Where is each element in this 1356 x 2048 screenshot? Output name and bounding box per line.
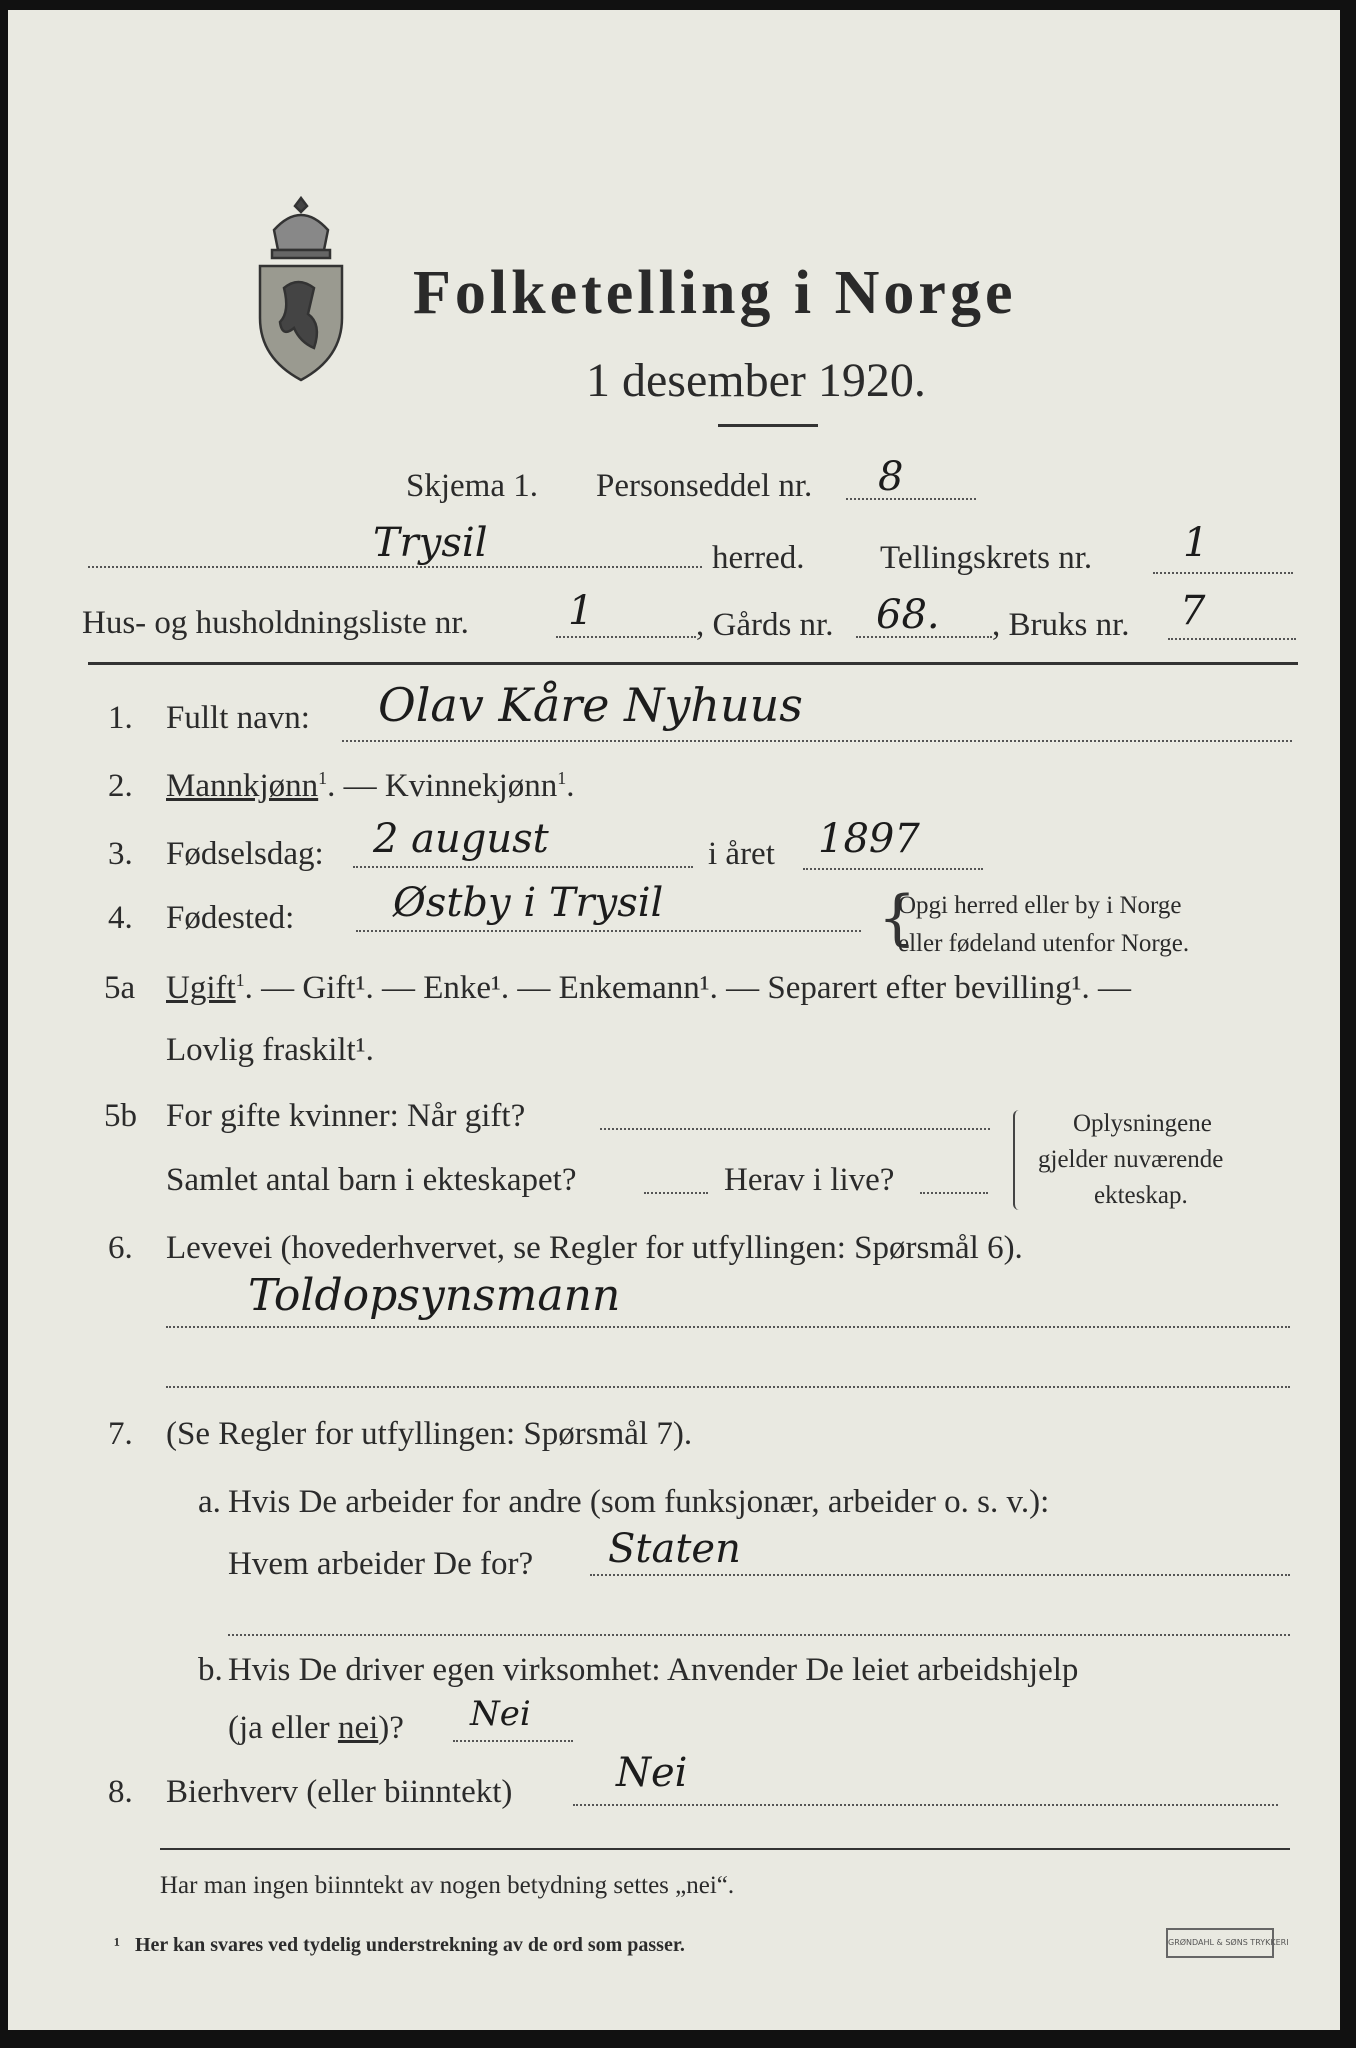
employer-value[interactable]: Staten [608,1526,741,1572]
q4-number: 4. [108,900,133,936]
schema-label: Skjema 1. [406,468,538,504]
q1-number: 1. [108,700,133,736]
q7-label: (Se Regler for utfyllingen: Spørsmål 7). [166,1416,693,1452]
q7a-line-2 [228,1634,1290,1636]
married-when-line[interactable] [600,1128,990,1130]
footer-note: Har man ingen biinntekt av nogen betydning settes „nei“. [160,1872,735,1899]
printer-stamp-text: GRØNDAHL & SØNS TRYKKERI [1168,1938,1289,1947]
q7b-text2-a: (ja eller [228,1710,338,1746]
hired-help-value[interactable]: Nei [470,1694,531,1734]
q5b-children-label: Samlet antal barn i ekteskapet? [166,1162,577,1198]
q3-line [353,866,693,868]
tellingskrets-value[interactable]: 1 [1183,520,1209,566]
no-option[interactable]: nei [337,1710,379,1746]
q2-separator: . — [327,768,385,804]
footnote [114,1934,685,1957]
male-option[interactable]: Mannkjønn [166,768,319,804]
q5b-note-2: gjelder nuværende [1038,1146,1224,1173]
birthplace-value[interactable]: Østby i Trysil [393,880,664,926]
q5b-note-bracket [1013,1110,1025,1210]
q5b-number: 5b [104,1098,137,1134]
q6-line-1 [166,1326,1290,1328]
birth-year-value[interactable]: 1897 [818,816,920,862]
q7b-letter: b. [198,1652,223,1688]
form-subtitle: 1 desember 1920. [586,354,926,407]
q4-note-2: eller fødeland utenfor Norge. [898,930,1190,957]
footnote-mark: ¹ [114,1934,120,1956]
q3-year-label: i året [708,836,775,872]
q4-label: Fødested: [166,900,295,936]
q7b-line [453,1740,573,1742]
q5a-options: Ugift$^1$. — Gift¹. — Enke¹. — Enkemann¹. — Separert efter bevilling¹. — [166,970,1132,1006]
q3-label: Fødselsdag: [166,836,324,872]
unmarried-option[interactable]: Ugift [166,970,236,1006]
q5b-note-3: ekteskap. [1094,1182,1188,1209]
q7a-text: Hvis De arbeider for andre (som funksjonær, arbeider o. s. v.): [228,1484,1050,1520]
personseddel-line [846,498,976,500]
form-title: Folketelling i Norge [413,259,1017,327]
personseddel-label: Personseddel nr. [596,468,813,504]
gards-value[interactable]: 68. [876,592,940,638]
q1-label: Fullt navn: [166,700,310,736]
q4-note-brace: { [878,883,917,953]
occupation-value[interactable]: Toldopsynsmann [248,1270,621,1321]
personseddel-value[interactable]: 8 [878,454,904,500]
q7a-letter: a. [198,1484,221,1520]
female-option[interactable]: Kvinnekjønn [384,768,558,804]
q3-year-line [803,868,983,870]
birthday-value[interactable]: 2 august [373,816,549,862]
footnote-text: Her kan svares ved tydelig understrekning av de ord som passer. [135,1934,685,1956]
q8-number: 8. [108,1774,133,1810]
footer-divider [160,1848,1290,1850]
census-form-page [8,10,1340,2030]
full-name-value[interactable]: Olav Kåre Nyhuus [378,678,803,732]
q6-line-2 [166,1386,1290,1388]
q7b-text2 [228,1710,404,1747]
q5b-note-1: Oplysningene [1073,1110,1212,1137]
q3-number: 3. [108,836,133,872]
side-income-value[interactable]: Nei [616,1750,688,1796]
norway-coat-of-arms-icon [246,188,356,388]
q7b-text: Hvis De driver egen virksomhet: Anvender De leiet arbeidshjelp [228,1652,1079,1688]
bruks-line [1168,638,1296,640]
hus-value[interactable]: 1 [568,588,594,634]
q5a-other-options[interactable]: . — Gift¹. — Enke¹. — Enkemann¹. — Separert efter bevilling¹. — [244,970,1132,1006]
q1-line [342,740,1292,742]
q2-sex-options: Mannkjønn$^1$. — Kvinnekjønn$^1$. [166,768,575,804]
children-alive-line[interactable] [920,1192,988,1194]
q5b-alive-label: Herav i live? [724,1162,895,1198]
q6-label: Levevei (hovederhvervet, se Regler for utfyllingen: Spørsmål 6). [166,1230,1023,1266]
children-total-line[interactable] [644,1192,708,1194]
employer-line [590,1574,1290,1576]
header-divider [88,662,1298,665]
bruks-label: , Bruks nr. [992,607,1130,643]
title-divider [718,424,818,427]
q8-line [573,1804,1278,1806]
q4-line [356,930,861,932]
herred-line [88,566,702,568]
gards-label: , Gårds nr. [696,607,834,643]
q5a-line2[interactable]: Lovlig fraskilt¹. [166,1032,374,1068]
hus-line [556,636,696,638]
tellingskrets-line [1153,572,1293,574]
q7a-text2: Hvem arbeider De for? [228,1546,534,1582]
herred-label: herred. [712,540,805,576]
tellingskrets-label: Tellingskrets nr. [880,540,1093,576]
q6-number: 6. [108,1230,133,1266]
herred-value[interactable]: Trysil [373,520,488,566]
hus-label: Hus- og husholdningsliste nr. [82,605,469,641]
printer-stamp [1166,1928,1289,1958]
q2-number: 2. [108,768,133,804]
q7b-text2-b: )? [378,1710,404,1746]
q8-label: Bierhverv (eller biinntekt) [166,1774,513,1810]
q5b-label: For gifte kvinner: Når gift? [166,1098,526,1134]
q5a-number: 5a [104,970,136,1006]
q4-note-1: Opgi herred eller by i Norge [898,892,1182,919]
q7-number: 7. [108,1416,133,1452]
bruks-value[interactable]: 7 [1180,588,1206,634]
